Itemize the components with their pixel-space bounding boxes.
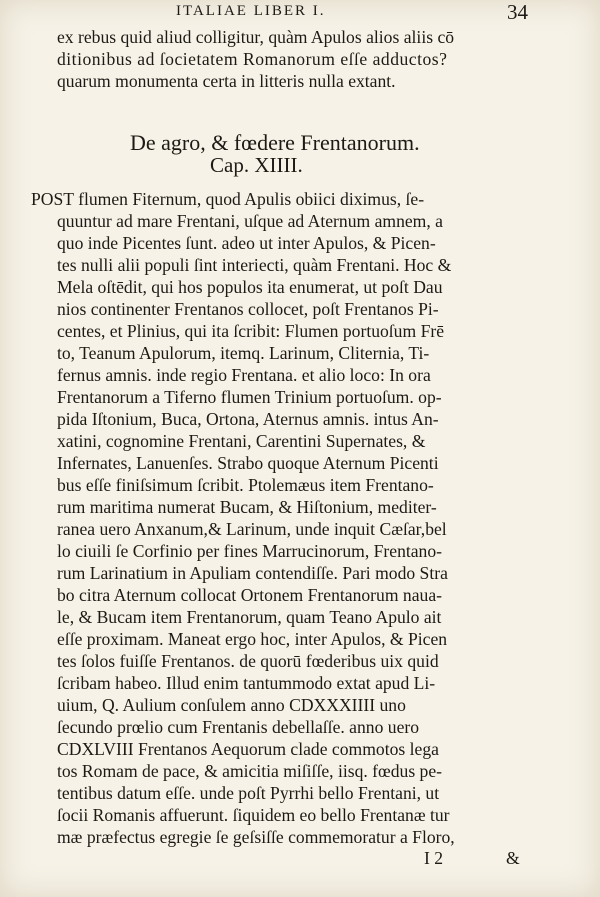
text-line: uium, Q. Aulium conſulem anno CDXXXIIII uno — [57, 695, 406, 715]
text-line: centes, et Plinius, qui ita ſcribit: Flumen portuoſum Frē — [57, 321, 445, 341]
text-line: Infernates, Lanuenſes. Strabo quoque Aternum Picenti — [57, 453, 439, 473]
text-line: tes nulli alii populi ſint interiecti, quàm Frentani. Hoc & — [57, 255, 452, 275]
text-line: tos Romam de pace, & amicitia miſiſſe, iisq. fœdus pe- — [57, 761, 443, 781]
running-title: ITALIAE LIBER I. — [176, 3, 326, 19]
text-line: rum Larinatium in Apuliam contendiſſe. Pari modo Stra — [57, 563, 448, 583]
text-line: ſcribam habeo. Illud enim tantummodo extat apud Li- — [57, 673, 436, 693]
text-line: mæ præfectus egregie ſe geſsiſſe commemoratur a Floro, — [57, 827, 455, 847]
text-line: rum maritima numerat Bucam, & Hiſtonium, mediter- — [57, 497, 437, 517]
text-line: to, Teanum Apulorum, itemq. Larinum, Cliternia, Ti- — [57, 343, 430, 363]
text-line: ſecundo prœlio cum Frentanis debellaſſe. anno uero — [57, 717, 420, 737]
text-line: tes ſolos fuiſſe Frentanos. de quorū fœderibus uix quid — [57, 651, 439, 671]
text-line: lo ciuili ſe Corfinio per fines Marrucinorum, Frentano- — [57, 541, 443, 561]
text-line: le, & Bucam item Frentanorum, quam Teano Apulo ait — [57, 607, 442, 627]
text-line: bo citra Aternum collocat Ortonem Frentanorum naua- — [57, 585, 442, 605]
text-line: pida Iſtonium, Buca, Ortona, Aternus amnis. intus An- — [57, 409, 439, 429]
text-line: ditionibus ad ſocietatem Romanorum eſſe adductos? — [57, 49, 448, 69]
page-number: 34 — [507, 0, 528, 24]
text-line: fernus amnis. inde regio Frentana. et alio loco: In ora — [57, 365, 431, 385]
section-heading: De agro, & fœdere Frentanorum. — [130, 130, 420, 155]
text-line: Mela oſtēdit, qui hos populos ita enumerat, ut poſt Dau — [57, 277, 443, 297]
text-line: POST flumen Fiternum, quod Apulis obiici diximus, ſe- — [31, 189, 425, 209]
text-line: xatini, cognomine Frentani, Carentini Supernates, & — [57, 431, 426, 451]
text-line: nios continenter Frentanos collocet, poſt Frentanos Pi- — [57, 299, 439, 319]
signature-mark: I 2 — [424, 848, 444, 868]
text-line: eſſe proximam. Maneat ergo hoc, inter Apulos, & Picen — [57, 629, 448, 649]
text-line: ſocii Romanis affuerunt. ſiquidem eo bello Frentanæ tur — [57, 805, 450, 825]
text-line: ranea uero Anxanum,& Larinum, unde inquit Cæſar,bel — [57, 519, 447, 539]
text-line: bus eſſe finiſsimum ſcribit. Ptolemæus item Frentano- — [57, 475, 434, 495]
text-line: quarum monumenta certa in litteris nulla extant. — [57, 71, 396, 91]
catchword: & — [506, 848, 520, 868]
text-line: quo inde Picentes ſunt. adeo ut inter Apulos, & Picen- — [57, 233, 436, 253]
text-line: CDXLVIII Frentanos Aequorum clade commotos lega — [57, 739, 439, 759]
text-line: Frentanorum a Tiferno flumen Trinium portuoſum. op- — [57, 387, 442, 407]
text-line: quuntur ad mare Frentani, uſque ad Aternum amnem, a — [57, 211, 443, 231]
chapter-number: Cap. XIIII. — [210, 153, 303, 177]
text-line: ex rebus quid aliud colligitur, quàm Apulos alios aliis cō — [57, 27, 455, 47]
text-line: tentibus datum eſſe. unde poſt Pyrrhi bello Frentani, ut — [57, 783, 440, 803]
